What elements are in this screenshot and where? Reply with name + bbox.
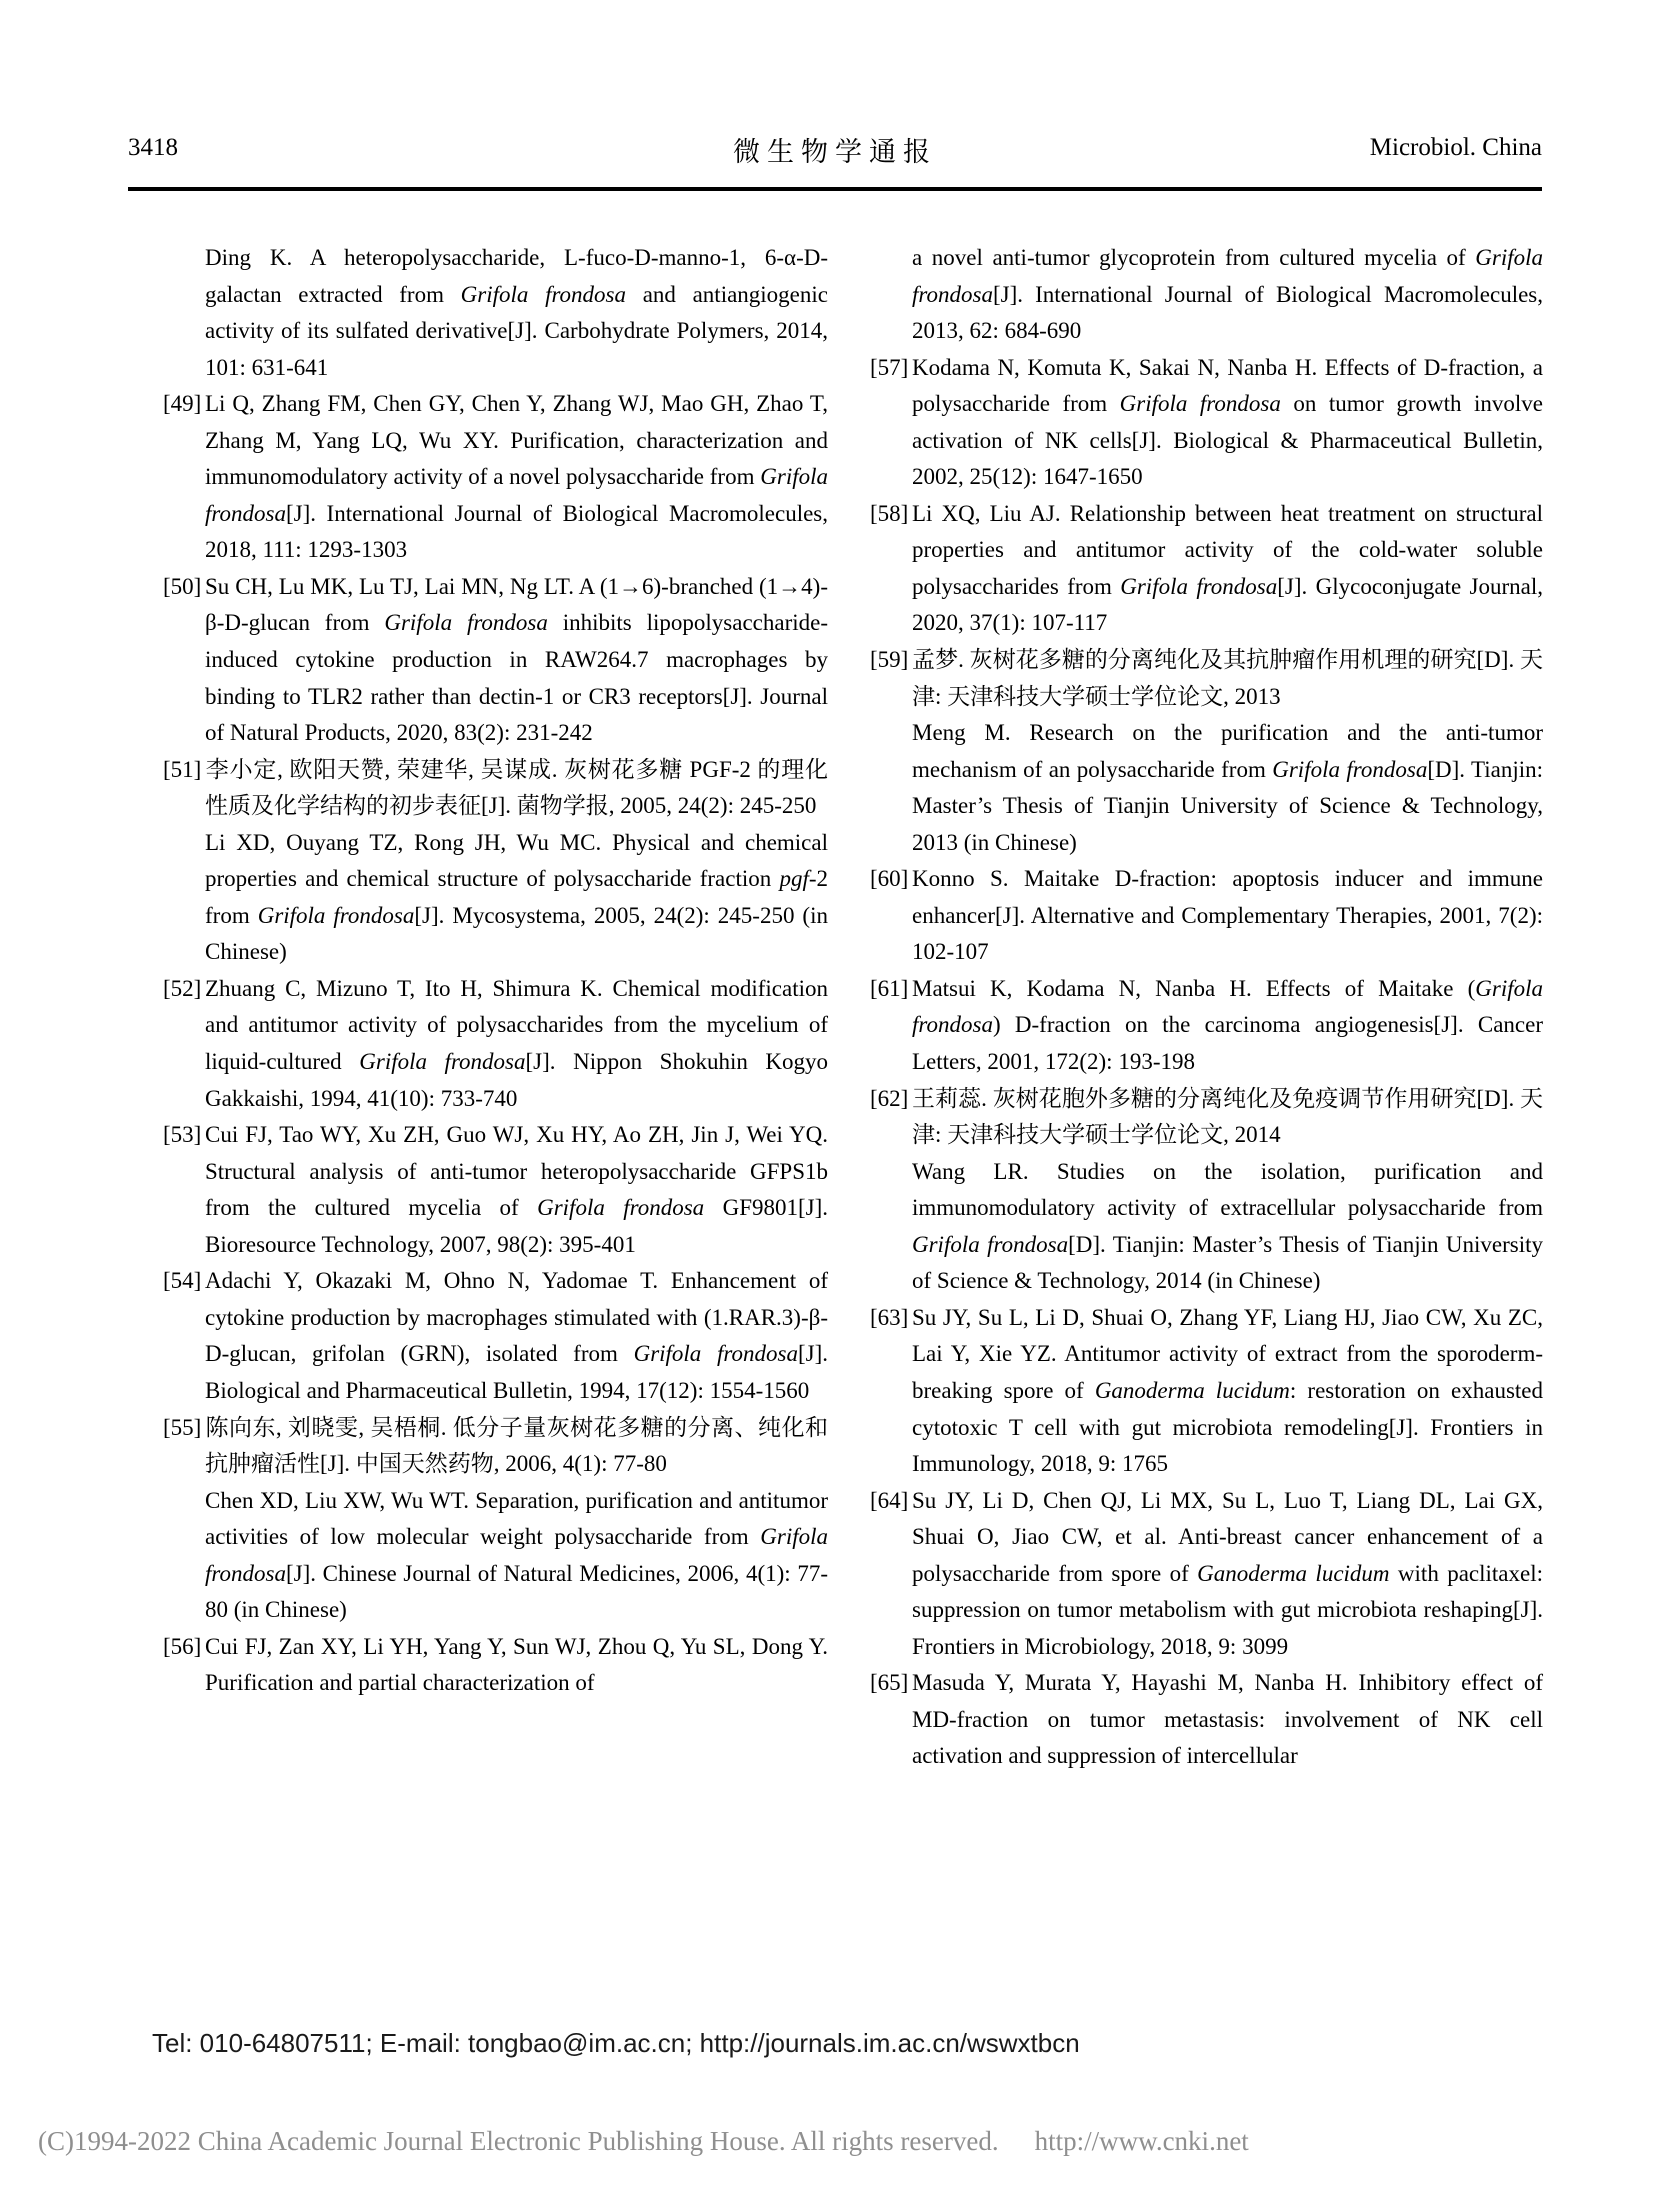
reference-text: Matsui K, Kodama N, Nanba H. Effects of Maitake (Grifola frondosa) D-fraction on the carcinoma angiogenesis[J]. Cancer Letters, 2001, 172(2): 193-198 — [912, 975, 1543, 1075]
reference-number: [57] — [870, 354, 909, 380]
reference-text: 孟梦. 灰树花多糖的分离纯化及其抗肿瘤作用机理的研究[D]. 天津: 天津科技大学硕士学位论文, 2013 — [912, 647, 1543, 709]
contact-info: Tel: 010-64807511; E-mail: tongbao@im.ac.cn; http://journals.im.ac.cn/wswxtbcn — [152, 2028, 1080, 2058]
reference-number: [53] — [163, 1122, 202, 1148]
reference-entry — [163, 1263, 828, 1409]
reference-entry — [163, 971, 828, 1117]
reference-entry — [163, 569, 828, 752]
reference-entry — [870, 715, 1543, 861]
reference-text: Su CH, Lu MK, Lu TJ, Lai MN, Ng LT. A (1→6)-branched (1→4)-β-D-glucan from Grifola frondosa inhibits lipopolysaccharide-induced cytokine production in RAW264.7 macrophages by binding to TLR2 rather than dectin-1 or CR3 receptors[J]. Journal of Natural Products, 2020, 83(2): 231-242 — [205, 573, 828, 746]
reference-entry — [870, 861, 1543, 971]
reference-entry — [163, 1483, 828, 1629]
reference-number: [51] — [163, 756, 202, 782]
journal-title-en: Microbiol. China — [1369, 134, 1542, 161]
reference-number: [64] — [870, 1487, 909, 1513]
reference-entry — [870, 240, 1543, 350]
reference-text: Kodama N, Komuta K, Sakai N, Nanba H. Effects of D-fraction, a polysaccharide from Grifola frondosa on tumor growth involve activation of NK cells[J]. Biological & Pharmaceutical Bulletin, 2002, 25(12): 1647-1650 — [912, 354, 1543, 490]
reference-text: Masuda Y, Murata Y, Hayashi M, Nanba H. Inhibitory effect of MD-fraction on tumor metastasis: involvement of NK cell activation and suppression of intercellular — [912, 1670, 1543, 1769]
reference-entry — [163, 386, 828, 569]
reference-entry — [870, 350, 1543, 496]
reference-number: [54] — [163, 1268, 202, 1294]
header-rule — [128, 187, 1542, 191]
reference-entry — [870, 642, 1543, 715]
page-number: 3418 — [128, 134, 178, 161]
reference-entry — [870, 1081, 1543, 1154]
reference-text: Zhuang C, Mizuno T, Ito H, Shimura K. Chemical modification and antitumor activity of polysaccharides from the mycelium of liquid-cultured Grifola frondosa[J]. Nippon Shokuhin Kogyo Gakkaishi, 1994, 41(10): 733-740 — [205, 975, 829, 1111]
reference-text: Li XQ, Liu AJ. Relationship between heat treatment on structural properties and antitumor activity of the cold-water soluble polysaccharides from Grifola frondosa[J]. Glycoconjugate Journal, 2020, 37(1): 107-117 — [912, 500, 1544, 636]
reference-number: [61] — [870, 975, 909, 1001]
references-left-column — [163, 240, 828, 1702]
reference-text: a novel anti-tumor glycoprotein from cultured mycelia of Grifola frondosa[J]. International Journal of Biological Macromolecules, 2013, 62: 684-690 — [912, 245, 1543, 344]
reference-entry — [163, 1117, 828, 1263]
references-right-column — [870, 240, 1543, 1775]
reference-number: [52] — [163, 975, 202, 1001]
copyright-text: (C)1994-2022 China Academic Journal Electronic Publishing House. All rights reserved. — [38, 2126, 999, 2156]
reference-text: Cui FJ, Tao WY, Xu ZH, Guo WJ, Xu HY, Ao ZH, Jin J, Wei YQ. Structural analysis of anti-tumor heteropolysaccharide GFPS1b from the cultured mycelia of Grifola frondosa GF9801[J]. Bioresource Technology, 2007, 98(2): 395-401 — [205, 1122, 829, 1257]
reference-number: [60] — [870, 866, 909, 892]
cnki-url: http://www.cnki.net — [1034, 2126, 1249, 2156]
reference-entry — [870, 1665, 1543, 1775]
reference-entry — [870, 1154, 1543, 1300]
reference-entry — [870, 971, 1543, 1081]
reference-number: [63] — [870, 1304, 909, 1330]
reference-text: Li XD, Ouyang TZ, Rong JH, Wu MC. Physical and chemical properties and chemical structure of polysaccharide fraction pgf-2 from Grifola frondosa[J]. Mycosystema, 2005, 24(2): 245-250 (in Chinese) — [205, 829, 828, 965]
reference-entry — [163, 240, 828, 386]
reference-entry — [163, 1629, 828, 1702]
reference-text: Cui FJ, Zan XY, Li YH, Yang Y, Sun WJ, Zhou Q, Yu SL, Dong Y. Purification and partial characterization of — [205, 1633, 828, 1696]
reference-number: [49] — [163, 391, 202, 417]
reference-number: [58] — [870, 500, 909, 526]
reference-entry — [870, 1300, 1543, 1483]
reference-text: Meng M. Research on the purification and the anti-tumor mechanism of an polysaccharide from Grifola frondosa[D]. Tianjin: Master’s Thesis of Tianjin University of Science & Technology, 2013 (in Chinese) — [912, 720, 1543, 855]
reference-number: [65] — [870, 1670, 909, 1696]
reference-number: [62] — [870, 1085, 909, 1111]
reference-entry — [163, 1410, 828, 1483]
reference-text: Adachi Y, Okazaki M, Ohno N, Yadomae T. Enhancement of cytokine production by macrophages stimulated with (1.RAR.3)-β-D-glucan, grifolan (GRN), isolated from Grifola frondosa[J]. Biological and Pharmaceutical Bulletin, 1994, 17(12): 1554-1560 — [205, 1268, 828, 1403]
reference-text: 陈向东, 刘晓雯, 吴梧桐. 低分子量灰树花多糖的分离、纯化和抗肿瘤活性[J]. 中国天然药物, 2006, 4(1): 77-80 — [205, 1414, 828, 1477]
reference-text: Ding K. A heteropolysaccharide, L-fuco-D-manno-1, 6-α-D-galactan extracted from Grifola frondosa and antiangiogenic activity of its sulfated derivative[J]. Carbohydrate Polymers, 2014, 101: 631-641 — [205, 245, 828, 380]
copyright-watermark — [38, 2126, 1598, 2157]
reference-text: Konno S. Maitake D-fraction: apoptosis inducer and immune enhancer[J]. Alternative and Complementary Therapies, 2001, 7(2): 102-107 — [912, 866, 1543, 965]
reference-number: [50] — [163, 573, 202, 599]
reference-text: 李小定, 欧阳天赞, 荣建华, 吴谋成. 灰树花多糖 PGF-2 的理化性质及化学结构的初步表征[J]. 菌物学报, 2005, 24(2): 245-250 — [205, 756, 828, 819]
reference-entry — [163, 752, 828, 825]
reference-number: [56] — [163, 1633, 202, 1659]
reference-text: Su JY, Li D, Chen QJ, Li MX, Su L, Luo T, Liang DL, Lai GX, Shuai O, Jiao CW, et al. Anti-breast cancer enhancement of a polysaccharide from spore of Ganoderma lucidum with paclitaxel: suppression on tumor metabolism with gut microbiota reshaping[J]. Frontiers in Microbiology, 2018, 9: 3099 — [912, 1487, 1543, 1659]
reference-text: Wang LR. Studies on the isolation, purification and immunomodulatory activity of extracellular polysaccharide from Grifola frondosa[D]. Tianjin: Master’s Thesis of Tianjin University of Science & Technology, 2014 (in Chinese) — [912, 1158, 1544, 1294]
reference-text: Li Q, Zhang FM, Chen GY, Chen Y, Zhang WJ, Mao GH, Zhao T, Zhang M, Yang LQ, Wu XY. Purification, characterization and immunomodulatory activity of a novel polysaccharide from Grifola frondosa[J]. International Journal of Biological Macromolecules, 2018, 111: 1293-1303 — [205, 391, 828, 563]
reference-text: Chen XD, Liu XW, Wu WT. Separation, purification and antitumor activities of low molecular weight polysaccharide from Grifola frondosa[J]. Chinese Journal of Natural Medicines, 2006, 4(1): 77-80 (in Chinese) — [205, 1487, 828, 1623]
reference-number: [55] — [163, 1414, 202, 1440]
reference-entry — [870, 1483, 1543, 1666]
reference-entry — [870, 496, 1543, 642]
journal-title-cn: 微生物学通报 — [733, 137, 937, 167]
reference-text: 王莉蕊. 灰树花胞外多糖的分离纯化及免疫调节作用研究[D]. 天津: 天津科技大学硕士学位论文, 2014 — [912, 1085, 1543, 1148]
reference-text: Su JY, Su L, Li D, Shuai O, Zhang YF, Liang HJ, Jiao CW, Xu ZC, Lai Y, Xie YZ. Antitumor activity of extract from the sporoderm-breaking spore of Ganoderma lucidum: restoration on exhausted cytotoxic T cell with gut microbiota remodeling[J]. Frontiers in Immunology, 2018, 9: 1765 — [912, 1304, 1543, 1477]
reference-number: [59] — [870, 647, 909, 673]
reference-entry — [163, 825, 828, 971]
